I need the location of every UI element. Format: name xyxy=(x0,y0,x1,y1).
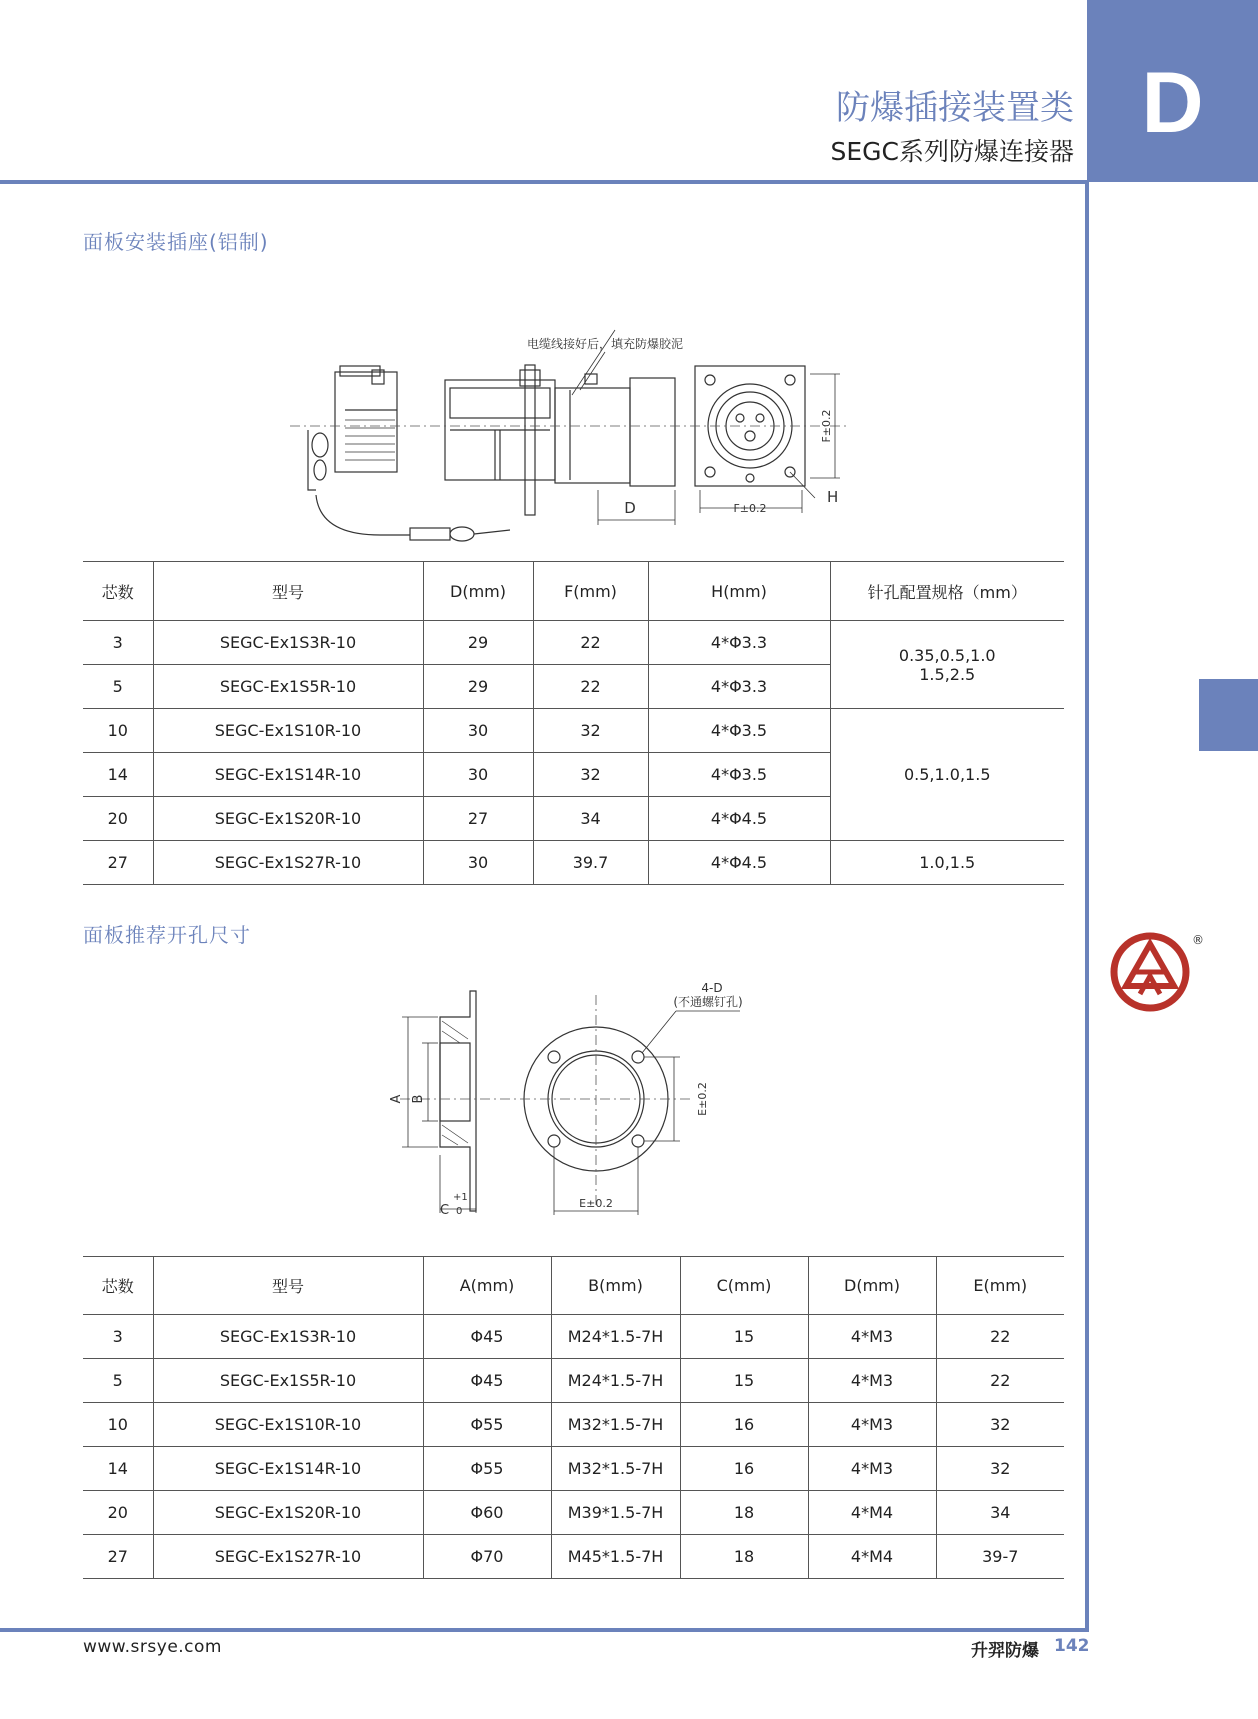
cell-D: 4*M3 xyxy=(808,1315,936,1359)
cell-A: Φ45 xyxy=(423,1359,551,1403)
cell-cores: 20 xyxy=(83,797,153,841)
cell-D: 4*M4 xyxy=(808,1535,936,1579)
cell-D: 4*M4 xyxy=(808,1491,936,1535)
cell-pin-spec-group2: 0.5,1.0,1.5 xyxy=(830,709,1064,841)
header-divider xyxy=(0,180,1089,184)
header-C: C(mm) xyxy=(680,1257,808,1315)
section-title-panel-socket: 面板安装插座(铝制) xyxy=(83,230,269,254)
header-cores: 芯数 xyxy=(83,562,153,621)
cell-F: 39.7 xyxy=(533,841,648,885)
cell-model: SEGC-Ex1S27R-10 xyxy=(153,841,423,885)
cutout-spec-table xyxy=(83,1256,1064,1579)
table-row xyxy=(83,709,1064,753)
table-row xyxy=(83,1535,1064,1579)
dim-E-horizontal: E±0.2 xyxy=(579,1197,613,1210)
cell-B: M45*1.5-7H xyxy=(551,1535,680,1579)
cap-body xyxy=(335,372,397,472)
cell-model: SEGC-Ex1S20R-10 xyxy=(153,1491,423,1535)
cell-D: 29 xyxy=(423,665,533,709)
cell-B: M32*1.5-7H xyxy=(551,1447,680,1491)
table-row xyxy=(83,841,1064,885)
cell-D: 4*M3 xyxy=(808,1447,936,1491)
table-header-row xyxy=(83,1257,1064,1315)
table-row xyxy=(83,621,1064,665)
table-row xyxy=(83,1491,1064,1535)
side-index-tab xyxy=(1199,679,1258,751)
footer-url[interactable]: www.srsye.com xyxy=(83,1637,222,1657)
cell-F: 32 xyxy=(533,753,648,797)
cell-C: 15 xyxy=(680,1315,808,1359)
cell-D: 4*M3 xyxy=(808,1403,936,1447)
cell-B: M24*1.5-7H xyxy=(551,1359,680,1403)
pin-spec-line: 1.5,2.5 xyxy=(919,664,976,684)
series-title: SEGC系列防爆连接器 xyxy=(830,137,1074,166)
header-cores: 芯数 xyxy=(83,1257,153,1315)
right-border xyxy=(1085,182,1089,1632)
dim-A-label: A xyxy=(389,1094,404,1104)
cell-C: 18 xyxy=(680,1491,808,1535)
cell-H: 4*Φ4.5 xyxy=(648,841,830,885)
table-row xyxy=(83,1403,1064,1447)
header-B: B(mm) xyxy=(551,1257,680,1315)
cell-C: 16 xyxy=(680,1403,808,1447)
cell-model: SEGC-Ex1S14R-10 xyxy=(153,753,423,797)
cell-F: 32 xyxy=(533,709,648,753)
company-logo xyxy=(1110,930,1204,1020)
dim-H-label: H xyxy=(827,488,839,506)
header-pin-spec: 针孔配置规格（mm） xyxy=(830,562,1064,621)
cell-E: 22 xyxy=(936,1315,1064,1359)
table-row xyxy=(83,1315,1064,1359)
dim-F-vertical: F±0.2 xyxy=(820,409,833,443)
cell-H: 4*Φ3.3 xyxy=(648,621,830,665)
dim-F-horizontal: F±0.2 xyxy=(733,502,767,515)
cell-C: 15 xyxy=(680,1359,808,1403)
dim-B-label: B xyxy=(411,1094,426,1104)
chapter-letter: D xyxy=(1141,55,1204,151)
cell-F: 22 xyxy=(533,621,648,665)
cell-cores: 14 xyxy=(83,753,153,797)
header-model: 型号 xyxy=(153,562,423,621)
hole-note: (不通螺钉孔) xyxy=(673,995,743,1009)
cell-model: SEGC-Ex1S20R-10 xyxy=(153,797,423,841)
cell-cores: 3 xyxy=(83,1315,153,1359)
cell-model: SEGC-Ex1S14R-10 xyxy=(153,1447,423,1491)
cell-pin-spec-group3: 1.0,1.5 xyxy=(830,841,1064,885)
connector-drawing xyxy=(290,330,860,545)
cell-B: M24*1.5-7H xyxy=(551,1315,680,1359)
cell-C: 16 xyxy=(680,1447,808,1491)
cell-B: M39*1.5-7H xyxy=(551,1491,680,1535)
drawing-note: 电缆线接好后，填充防爆胶泥 xyxy=(526,337,684,351)
table-row xyxy=(83,1447,1064,1491)
cell-D: 30 xyxy=(423,753,533,797)
cell-model: SEGC-Ex1S27R-10 xyxy=(153,1535,423,1579)
page-number: 142 xyxy=(1054,1636,1090,1656)
dim-D-label: D xyxy=(624,499,636,517)
table-row xyxy=(83,1359,1064,1403)
footer-divider xyxy=(0,1628,1089,1632)
cell-A: Φ55 xyxy=(423,1447,551,1491)
cell-model: SEGC-Ex1S5R-10 xyxy=(153,665,423,709)
cell-A: Φ55 xyxy=(423,1403,551,1447)
cell-model: SEGC-Ex1S5R-10 xyxy=(153,1359,423,1403)
cell-cores: 27 xyxy=(83,1535,153,1579)
category-title: 防爆插接装置类 xyxy=(836,88,1074,128)
cell-H: 4*Φ3.5 xyxy=(648,753,830,797)
cell-cores: 3 xyxy=(83,621,153,665)
cell-D: 30 xyxy=(423,709,533,753)
cell-D: 27 xyxy=(423,797,533,841)
dim-C-label: C xyxy=(440,1203,450,1218)
cell-H: 4*Φ4.5 xyxy=(648,797,830,841)
cell-cores: 20 xyxy=(83,1491,153,1535)
cell-cores: 10 xyxy=(83,1403,153,1447)
cell-model: SEGC-Ex1S10R-10 xyxy=(153,1403,423,1447)
header-model: 型号 xyxy=(153,1257,423,1315)
cell-model: SEGC-Ex1S10R-10 xyxy=(153,709,423,753)
pin-spec-line: 0.35,0.5,1.0 xyxy=(898,645,996,665)
cell-H: 4*Φ3.5 xyxy=(648,709,830,753)
dim-C-tolerance-upper: +1 xyxy=(453,1192,468,1203)
cell-cores: 10 xyxy=(83,709,153,753)
cell-F: 34 xyxy=(533,797,648,841)
cell-model: SEGC-Ex1S3R-10 xyxy=(153,1315,423,1359)
hole-label: 4-D xyxy=(701,981,723,995)
dim-C-tolerance-lower: 0 xyxy=(456,1206,463,1217)
header-D: D(mm) xyxy=(808,1257,936,1315)
cell-A: Φ70 xyxy=(423,1535,551,1579)
cutout-drawing xyxy=(380,975,780,1225)
socket-spec-table xyxy=(83,561,1064,885)
cell-E: 32 xyxy=(936,1403,1064,1447)
cell-D: 29 xyxy=(423,621,533,665)
cell-D: 30 xyxy=(423,841,533,885)
header-F: F(mm) xyxy=(533,562,648,621)
dim-E-vertical: E±0.2 xyxy=(696,1082,709,1116)
cell-cores: 5 xyxy=(83,665,153,709)
cell-H: 4*Φ3.3 xyxy=(648,665,830,709)
cell-cores: 5 xyxy=(83,1359,153,1403)
cell-E: 32 xyxy=(936,1447,1064,1491)
cell-A: Φ60 xyxy=(423,1491,551,1535)
cell-pin-spec-group1 xyxy=(830,621,1064,709)
cell-model: SEGC-Ex1S3R-10 xyxy=(153,621,423,665)
cell-B: M32*1.5-7H xyxy=(551,1403,680,1447)
header-A: A(mm) xyxy=(423,1257,551,1315)
table-header-row xyxy=(83,562,1064,621)
cell-D: 4*M3 xyxy=(808,1359,936,1403)
cell-cores: 14 xyxy=(83,1447,153,1491)
registered-mark: ® xyxy=(1192,933,1204,947)
cell-C: 18 xyxy=(680,1535,808,1579)
section-title-panel-cutout: 面板推荐开孔尺寸 xyxy=(83,923,251,947)
cell-cores: 27 xyxy=(83,841,153,885)
cell-E: 39-7 xyxy=(936,1535,1064,1579)
footer-brand: 升羿防爆 xyxy=(971,1641,1039,1661)
cell-E: 34 xyxy=(936,1491,1064,1535)
cell-F: 22 xyxy=(533,665,648,709)
header-H: H(mm) xyxy=(648,562,830,621)
cell-E: 22 xyxy=(936,1359,1064,1403)
header-E: E(mm) xyxy=(936,1257,1064,1315)
cell-A: Φ45 xyxy=(423,1315,551,1359)
header-D: D(mm) xyxy=(423,562,533,621)
